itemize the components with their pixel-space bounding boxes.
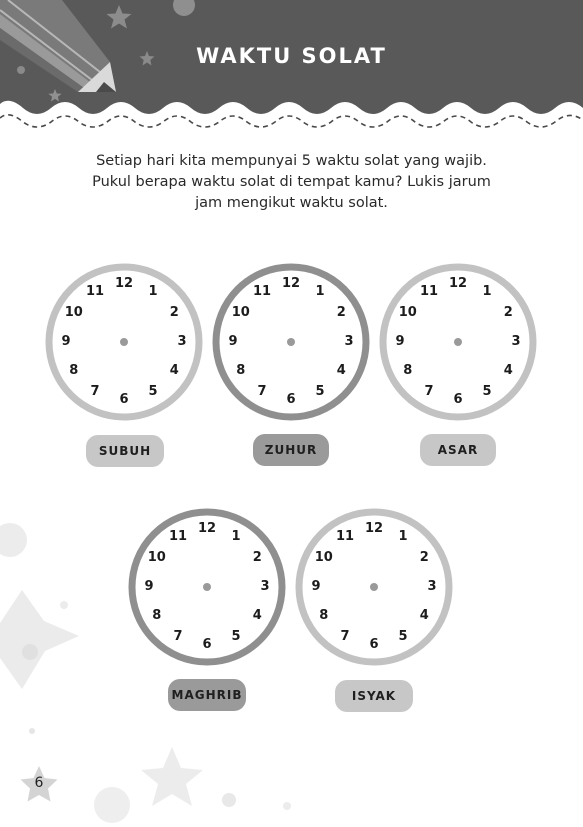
clock-number-6: 6 — [453, 392, 463, 407]
clock-number-6: 6 — [369, 637, 379, 652]
clock-zuhur[interactable] — [211, 262, 371, 422]
clock-number-12: 12 — [114, 276, 134, 291]
clock-number-1: 1 — [315, 283, 325, 299]
clock-number-12: 12 — [281, 276, 301, 291]
clock-number-5: 5 — [315, 384, 325, 400]
clock-center-dot — [203, 583, 211, 591]
clock-number-11: 11 — [252, 283, 272, 299]
label-maghrib: MAGHRIB — [168, 679, 246, 711]
clock-number-7: 7 — [424, 384, 434, 400]
clock-maghrib[interactable] — [127, 507, 287, 667]
clock-number-2: 2 — [503, 305, 513, 320]
clock-asar[interactable] — [378, 262, 538, 422]
clock-number-4: 4 — [252, 608, 262, 623]
clock-center-dot — [370, 583, 378, 591]
star-icon — [141, 747, 203, 806]
clock-number-8: 8 — [152, 608, 162, 623]
page-number: 6 — [34, 775, 44, 791]
clock-number-10: 10 — [398, 305, 417, 320]
clock-number-5: 5 — [148, 384, 158, 400]
dot — [94, 787, 130, 823]
clock-number-10: 10 — [64, 305, 83, 320]
clock-number-3: 3 — [260, 579, 270, 594]
clock-number-6: 6 — [202, 637, 212, 652]
instructions-line: Setiap hari kita mempunyai 5 waktu solat yang wajib. — [96, 153, 487, 169]
clock-number-8: 8 — [403, 363, 413, 378]
clock-number-4: 4 — [419, 608, 429, 623]
clock-center-dot — [287, 338, 295, 346]
clock-number-5: 5 — [231, 629, 241, 645]
instructions — [60, 151, 523, 214]
clock-number-1: 1 — [482, 283, 492, 299]
clock-number-10: 10 — [147, 550, 166, 565]
clock-number-3: 3 — [344, 334, 354, 349]
instructions-line: Pukul berapa waktu solat di tempat kamu? Lukis jarum — [92, 174, 491, 190]
clock-number-2: 2 — [419, 550, 429, 565]
clock-number-2: 2 — [336, 305, 346, 320]
clock-center-dot — [454, 338, 462, 346]
dot — [222, 793, 236, 807]
clock-subuh[interactable] — [44, 262, 204, 422]
clock-number-9: 9 — [395, 334, 405, 349]
label-isyak: ISYAK — [335, 680, 413, 712]
dashed-wave-line — [0, 115, 583, 127]
clock-number-8: 8 — [236, 363, 246, 378]
clock-number-8: 8 — [69, 363, 79, 378]
dot — [22, 644, 38, 660]
clock-number-2: 2 — [169, 305, 179, 320]
clock-center-dot — [120, 338, 128, 346]
clock-number-2: 2 — [252, 550, 262, 565]
clock-number-11: 11 — [85, 283, 105, 299]
clock-number-3: 3 — [177, 334, 187, 349]
label-asar: ASAR — [420, 434, 496, 466]
clock-number-11: 11 — [419, 283, 439, 299]
clock-number-3: 3 — [427, 579, 437, 594]
dot — [283, 802, 291, 810]
clock-number-10: 10 — [314, 550, 333, 565]
clock-number-1: 1 — [231, 528, 241, 544]
clock-isyak[interactable] — [294, 507, 454, 667]
clock-number-1: 1 — [398, 528, 408, 544]
dot — [60, 601, 68, 609]
clock-number-3: 3 — [511, 334, 521, 349]
dot — [29, 728, 35, 734]
clock-number-5: 5 — [398, 629, 408, 645]
clock-number-5: 5 — [482, 384, 492, 400]
label-subuh: SUBUH — [86, 435, 164, 467]
clock-number-7: 7 — [90, 384, 100, 400]
clock-number-1: 1 — [148, 283, 158, 299]
clock-number-4: 4 — [169, 363, 179, 378]
clock-number-11: 11 — [335, 528, 355, 544]
clock-number-12: 12 — [448, 276, 468, 291]
clock-number-12: 12 — [197, 521, 217, 536]
dot — [0, 523, 27, 557]
clock-number-9: 9 — [311, 579, 321, 594]
clock-number-12: 12 — [364, 521, 384, 536]
clock-number-9: 9 — [61, 334, 71, 349]
clock-number-8: 8 — [319, 608, 329, 623]
clock-number-7: 7 — [257, 384, 267, 400]
clock-number-7: 7 — [340, 629, 350, 645]
clock-number-10: 10 — [231, 305, 250, 320]
clock-number-6: 6 — [119, 392, 129, 407]
clock-number-6: 6 — [286, 392, 296, 407]
label-zuhur: ZUHUR — [253, 434, 329, 466]
clock-number-4: 4 — [503, 363, 513, 378]
clock-number-7: 7 — [173, 629, 183, 645]
clock-number-4: 4 — [336, 363, 346, 378]
page-title: WAKTU SOLAT — [196, 44, 387, 68]
clock-number-9: 9 — [228, 334, 238, 349]
clock-number-11: 11 — [168, 528, 188, 544]
clock-number-9: 9 — [144, 579, 154, 594]
instructions-line: jam mengikut waktu solat. — [195, 195, 388, 211]
